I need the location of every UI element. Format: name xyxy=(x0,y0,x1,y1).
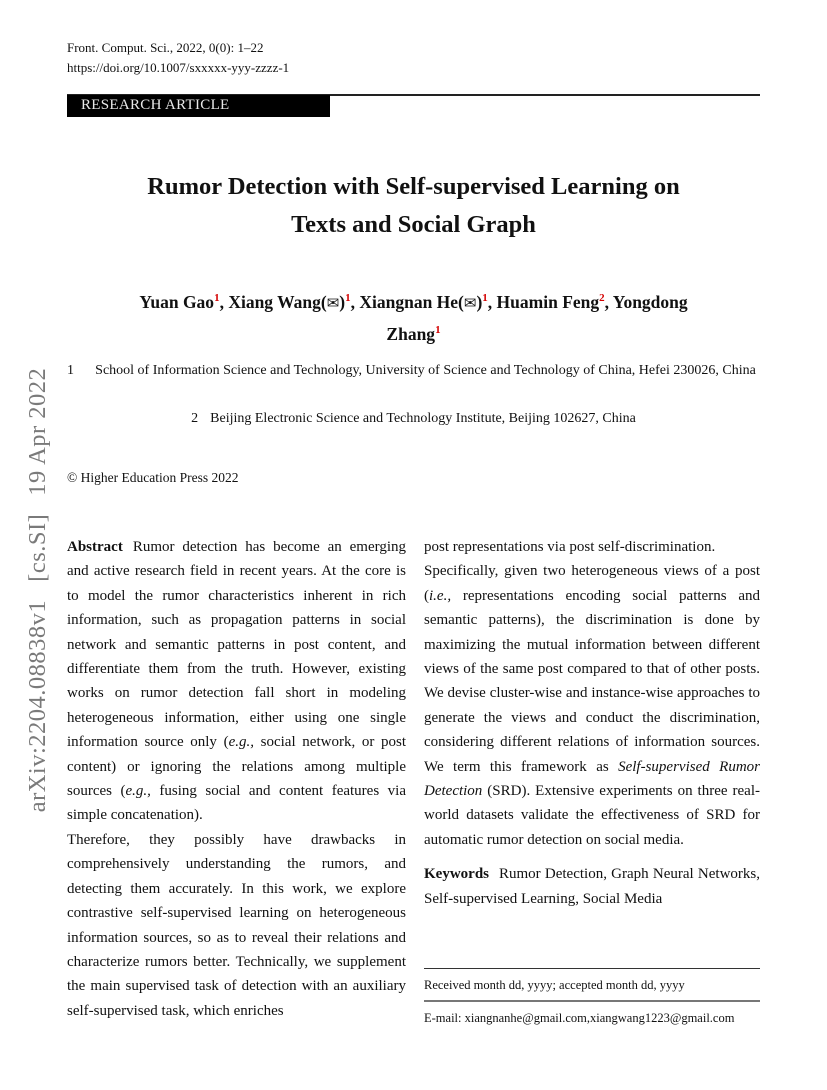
contact-email[interactable]: E-mail: xiangnanhe@gmail.com,xiangwang1223@gmail.com xyxy=(424,1011,735,1025)
author-list: Yuan Gao$^1$, Xiang Wang(✉)$^1$, Xiangnan He(✉)$^1$, Huamin Feng$^2$, Yongdong Zhang$^1$ xyxy=(139,292,688,344)
affiliation-text: Beijing Electronic Science and Technology Institute, Beijing 102627, China xyxy=(210,411,636,426)
received-dates: Received month dd, yyyy; accepted month dd, yyyy xyxy=(424,978,685,992)
affiliation-marker: 1 xyxy=(345,292,351,304)
journal-citation: Front. Comput. Sci., 2022, 0(0): 1–22 xyxy=(67,40,264,55)
abstract-paragraph-4: Specifically, given two heterogeneous views of a post (i.e., representations encoding social patterns and semantic patterns), the discrimination is done by maximizing the mutual information between different views of the same post compared to that of other posts. We devise cluster-wise and instance-wise approaches to generate the views and conduct the discrimination, considering different relations of information sources. We term this framework as Self-supervised Rumor Detection (SRD). Extensive experiments on three real-world datasets validate the effectiveness of SRD for automatic rumor detection on social media. xyxy=(424,563,760,848)
abstract-label: Abstract xyxy=(67,539,123,555)
footnote-rule xyxy=(424,1000,760,1002)
article-type-banner xyxy=(67,95,330,117)
abstract-left-column xyxy=(67,535,406,1023)
keywords-label: Keywords xyxy=(424,866,489,883)
paper-title xyxy=(67,168,760,244)
author-name: Zhang xyxy=(386,324,436,344)
affiliation-marker: 1 xyxy=(482,292,488,304)
affiliation-text: School of Information Science and Technology, University of Science and Technology of China, Hefei 230026, China xyxy=(95,363,756,378)
abstract-paragraph-2: Therefore, they possibly have drawbacks in comprehensively understanding the rumors, and detecting them accurately. In this work, we explore contrastive self-supervised learning on heterogeneous information sources, so as to reveal their relations and characterize rumors better. Technically, we supplement the main supervised task of detection with an auxiliary self-supervised task, which enriches xyxy=(67,831,406,1019)
arxiv-category: [cs.SI] xyxy=(24,513,51,582)
affiliation-marker: 1 xyxy=(214,292,220,304)
title-line-2: Texts and Social Graph xyxy=(291,211,536,238)
framework-name: Self-supervised Rumor Detection xyxy=(424,758,760,800)
abstract-paragraph-1: Abstract Rumor detection has become an emerging and active research field in recent years. At the core is to model the rumor characteristics inherent in rich information, such as propagation patterns in social network and semantic patterns in post content, and differentiate them from the truth. However, existing works on rumor detection fall short in modeling heterogeneous information, either using one single information source only (e.g., social network, or post content) or ignoring the relations among multiple sources (e.g., fusing social and content features via simple concatenation). xyxy=(67,539,406,824)
keywords xyxy=(424,862,760,911)
title-line-1: Rumor Detection with Self-supervised Learning on xyxy=(147,173,680,200)
article-type-label: RESEARCH ARTICLE xyxy=(81,97,230,113)
arxiv-id[interactable]: arXiv:2204.08838v1 xyxy=(24,599,51,813)
affiliation-marker: 1 xyxy=(435,324,441,336)
envelope-icon: ✉ xyxy=(463,296,477,312)
journal-header xyxy=(67,38,289,78)
author-name: Huamin Feng xyxy=(496,292,600,312)
author-name: Xiang Wang( xyxy=(228,292,327,312)
arxiv-stamp xyxy=(24,368,52,813)
affiliation-1 xyxy=(67,360,760,382)
author-name: Xiangnan He( xyxy=(359,292,464,312)
copyright-notice: © Higher Education Press 2022 xyxy=(67,470,239,485)
arxiv-date: 19 Apr 2022 xyxy=(24,367,51,496)
abstract-paragraph-3: post representations via post self-discrimination. xyxy=(424,539,716,555)
author-name: Yongdong xyxy=(612,292,688,312)
footnote-rule xyxy=(424,968,760,969)
author-name: Yuan Gao xyxy=(139,292,215,312)
affiliation-number: 1 xyxy=(67,363,74,378)
keywords-text: Rumor Detection, Graph Neural Networks, Self-supervised Learning, Social Media xyxy=(424,866,760,907)
envelope-icon: ✉ xyxy=(326,296,340,312)
affiliation-number: 2 xyxy=(191,411,199,426)
abstract-right-column xyxy=(424,535,760,911)
affiliation-marker: 2 xyxy=(599,292,605,304)
affiliation-2 xyxy=(67,408,760,430)
doi-link[interactable]: https://doi.org/10.1007/sxxxxx-yyy-zzzz-1 xyxy=(67,60,290,75)
